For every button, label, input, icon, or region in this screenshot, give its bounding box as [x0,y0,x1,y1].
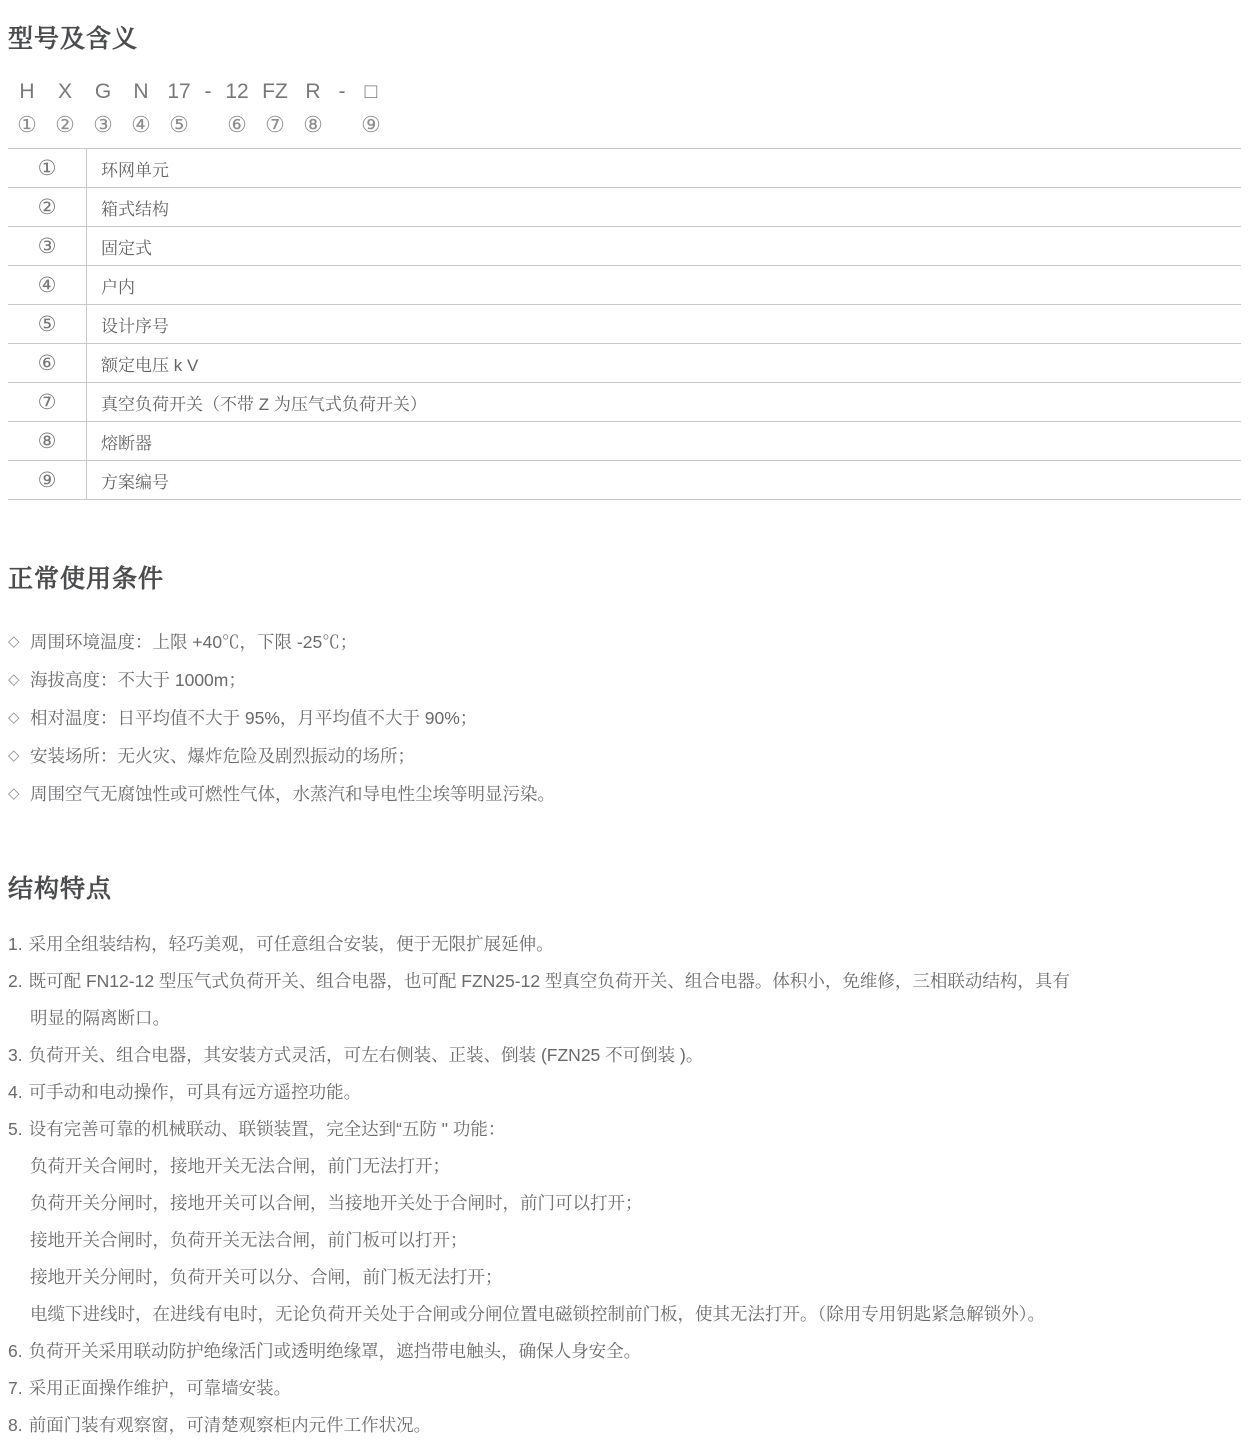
row-circled-number: ④ [8,266,87,305]
model-code-segment [8,80,46,137]
table-row [8,149,1241,188]
row-description: 方案编号 [87,461,1242,500]
conditions-list [8,623,1240,813]
feature-number: 8. [8,1415,23,1435]
model-code-symbol: X [57,80,72,103]
feature-number: 5. [8,1119,23,1139]
model-code-segment [160,80,198,137]
feature-text: 采用正面操作维护，可靠墙安装。 [28,1378,292,1398]
model-code-symbol: - [338,80,346,103]
feature-item [8,1148,1240,1185]
model-code-segment [294,80,332,137]
circled-number-marker: ⑥ [227,112,247,137]
row-description: 户内 [87,266,1242,305]
diamond-bullet-icon: ◇ [8,709,20,726]
model-code-symbol: FZ [262,80,288,103]
feature-text: 既可配 FN12-12 型压气式负荷开关、组合电器，也可配 FZN25-12 型真空负荷开关、组合电器。体积小，免维修，三相联动结构，具有 [28,971,1070,991]
feature-item [8,1259,1240,1296]
model-code-segment [122,80,160,137]
row-circled-number: ⑥ [8,344,87,383]
condition-text: 周围环境温度：上限 +40℃，下限 -25℃； [30,632,358,652]
model-meaning-table [8,148,1241,500]
feature-text: 负荷开关合闸时，接地开关无法合闸，前门无法打开； [30,1156,450,1176]
model-code-segment [218,80,256,137]
feature-item [8,1370,1240,1407]
condition-text: 海拔高度：不大于 1000m； [30,670,246,690]
circled-number-marker: ⑦ [265,112,285,137]
table-row [8,188,1241,227]
feature-item [8,1074,1240,1111]
table-row [8,305,1241,344]
feature-number: 4. [8,1082,23,1102]
model-section-title: 型号及含义 [8,25,139,53]
row-circled-number: ② [8,188,87,227]
model-code-symbol: N [133,80,149,103]
feature-text: 明显的隔离断口。 [30,1008,170,1028]
model-code-segment [84,80,122,137]
model-code-segment [332,80,352,137]
row-description: 箱式结构 [87,188,1242,227]
model-code-segment [46,80,84,137]
condition-item [8,775,1240,813]
row-circled-number: ⑨ [8,461,87,500]
features-section [8,874,1240,1444]
feature-item [8,1296,1240,1333]
row-description: 熔断器 [87,422,1242,461]
condition-text: 相对温度：日平均值不大于 95%，月平均值不大于 90%； [30,708,478,728]
feature-item [8,1037,1240,1074]
feature-item [8,926,1240,963]
model-code-symbol: H [19,80,35,103]
conditions-section [8,564,1240,813]
table-row [8,227,1241,266]
feature-number: 6. [8,1341,23,1361]
diamond-bullet-icon: ◇ [8,633,20,650]
feature-text: 负荷开关分闸时，接地开关可以合闸，当接地开关处于合闸时，前门可以打开； [30,1193,643,1213]
condition-item [8,699,1240,737]
diamond-bullet-icon: ◇ [8,671,20,688]
table-row [8,422,1241,461]
table-row [8,344,1241,383]
row-description: 真空负荷开关（不带 Z 为压气式负荷开关） [87,383,1242,422]
table-row [8,461,1241,500]
features-list [8,926,1240,1444]
feature-text: 电缆下进线时，在进线有电时，无论负荷开关处于合闸或分闸位置电磁锁控制前门板，使其无法打开。（除用专用钥匙紧急解锁外）。 [30,1304,1045,1324]
circled-number-marker: ⑨ [361,112,381,137]
condition-item [8,661,1240,699]
model-code-symbol: 17 [167,80,191,103]
row-circled-number: ① [8,149,87,188]
feature-text: 前面门装有观察窗，可清楚观察柜内元件工作状况。 [28,1415,432,1435]
circled-number-marker: ③ [93,112,113,137]
condition-text: 周围空气无腐蚀性或可燃性气体，水蒸汽和导电性尘埃等明显污染。 [30,784,555,804]
circled-number-marker [332,113,352,137]
feature-item [8,1333,1240,1370]
row-description: 环网单元 [87,149,1242,188]
circled-number-marker: ⑧ [303,112,323,137]
row-circled-number: ⑦ [8,383,87,422]
row-circled-number: ③ [8,227,87,266]
circled-number-marker: ② [55,112,75,137]
row-description: 设计序号 [87,305,1242,344]
condition-item [8,623,1240,661]
table-row [8,266,1241,305]
features-section-title: 结构特点 [8,875,113,903]
feature-text: 可手动和电动操作，可具有远方遥控功能。 [28,1082,362,1102]
row-circled-number: ⑤ [8,305,87,344]
feature-text: 设有完善可靠的机械联动、联锁装置，完全达到“五防 " 功能： [28,1119,506,1139]
model-code-segment [352,80,390,137]
model-code-symbol: □ [364,80,378,103]
feature-item [8,1185,1240,1222]
circled-number-marker: ④ [131,112,151,137]
condition-text: 安装场所：无火灾、爆炸危险及剧烈振动的场所； [30,746,415,766]
model-code-segment [256,80,294,137]
model-code-symbol: R [305,80,321,103]
circled-number-marker: ① [17,112,37,137]
diamond-bullet-icon: ◇ [8,747,20,764]
feature-item [8,1222,1240,1259]
feature-number: 3. [8,1045,23,1065]
table-row [8,383,1241,422]
condition-item [8,737,1240,775]
circled-number-marker: ⑤ [169,112,189,137]
model-code-row [8,80,1240,137]
row-circled-number: ⑧ [8,422,87,461]
model-code-symbol: G [94,80,112,103]
model-code-segment [198,80,218,137]
row-description: 固定式 [87,227,1242,266]
circled-number-marker [198,113,218,137]
feature-text: 负荷开关采用联动防护绝缘活门或透明绝缘罩，遮挡带电触头，确保人身安全。 [28,1341,642,1361]
row-description: 额定电压 k V [87,344,1242,383]
feature-text: 接地开关合闸时，负荷开关无法合闸，前门板可以打开； [30,1230,468,1250]
conditions-section-title: 正常使用条件 [8,565,165,593]
feature-number: 7. [8,1378,23,1398]
model-code-symbol: 12 [225,80,249,103]
feature-text: 接地开关分闸时，负荷开关可以分、合闸，前门板无法打开； [30,1267,503,1287]
feature-number: 1. [8,934,23,954]
feature-item [8,1111,1240,1148]
feature-item [8,1407,1240,1444]
model-code-symbol: - [204,80,212,103]
feature-item [8,963,1240,1000]
feature-number: 2. [8,971,23,991]
feature-text: 负荷开关、组合电器，其安装方式灵活，可左右侧装、正装、倒装 (FZN25 不可倒装 )。 [28,1045,704,1065]
feature-text: 采用全组装结构，轻巧美观，可任意组合安装，便于无限扩展延伸。 [28,934,554,954]
feature-item [8,1000,1240,1037]
diamond-bullet-icon: ◇ [8,785,20,802]
model-section [8,24,1240,500]
